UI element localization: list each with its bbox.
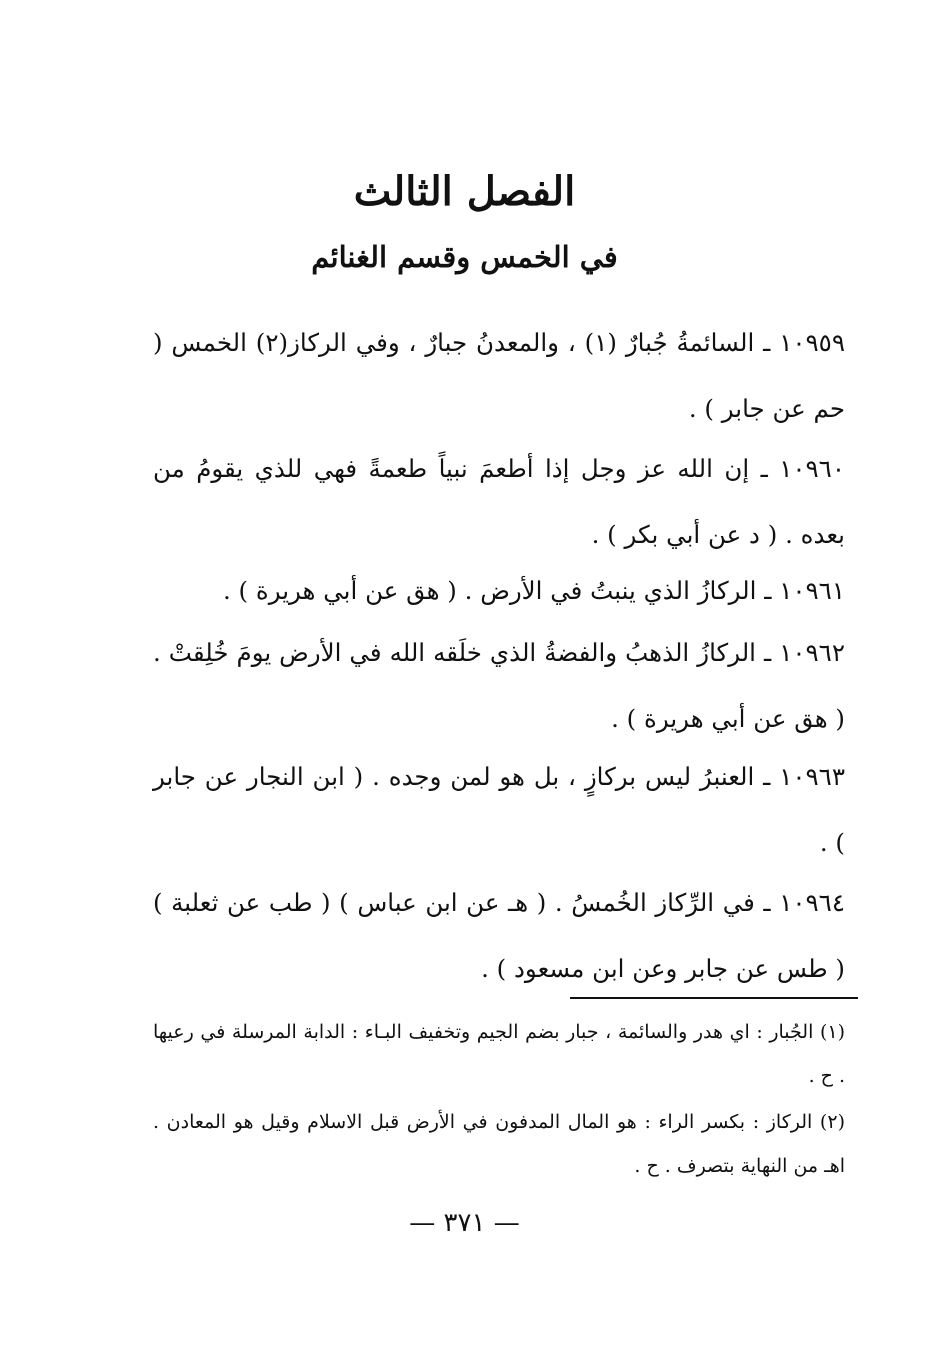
- hadith-entry-10961: ١٠٩٦١ ـ الركازُ الذي ينبتُ في الأرض . ( هق عن أبي هريرة ) .: [222, 576, 845, 605]
- hadith-entry-10964: ١٠٩٦٤ ـ في الرِّكاز الخُمسُ . ( هـ عن ابن عباس ) ( طب عن ثعلبة ) ( طس عن جابر وعن ابن مسعود ) .: [153, 888, 845, 983]
- footnote-2: (٢) الركاز : بكسر الراء : هو المال المدفون في الأرض قبل الاسلام وقيل هو المعادن . اهـ من النهاية بتصرف . ح .: [153, 1111, 845, 1177]
- hadith-entry-10960: ١٠٩٦٠ ـ إن الله عز وجل إذا أطعمَ نبياً طعمةً فهي للذي يقومُ من بعده . ( د عن أبي بكر ) .: [153, 454, 845, 549]
- page-number: — ٣٧١ —: [409, 1208, 520, 1238]
- hadith-entry-10959: ١٠٩٥٩ ـ السائمةُ جُبارٌ (١) ، والمعدنُ جبارٌ ، وفي الركاز(٢) الخمس ( حم عن جابر ) .: [153, 328, 845, 423]
- chapter-title: الفصل الثالث: [353, 168, 576, 215]
- hadith-entry-10963: ١٠٩٦٣ ـ العنبرُ ليس بركازٍ ، بل هو لمن وجده . ( ابن النجار عن جابر ) .: [153, 762, 845, 857]
- chapter-subtitle: في الخمس وقسم الغنائم: [311, 240, 618, 274]
- hadith-entry-10962: ١٠٩٦٢ ـ الركازُ الذهبُ والفضةُ الذي خلَقه الله في الأرض يومَ خُلِقتْ . ( هق عن أبي هريرة ) .: [153, 638, 845, 733]
- footnote-divider: [570, 997, 858, 999]
- footnote-1: (١) الجُبار : اي هدر والسائمة ، جبار بضم الجيم وتخفيف البـاء : الدابة المرسلة في رعيها . ح .: [153, 1021, 845, 1087]
